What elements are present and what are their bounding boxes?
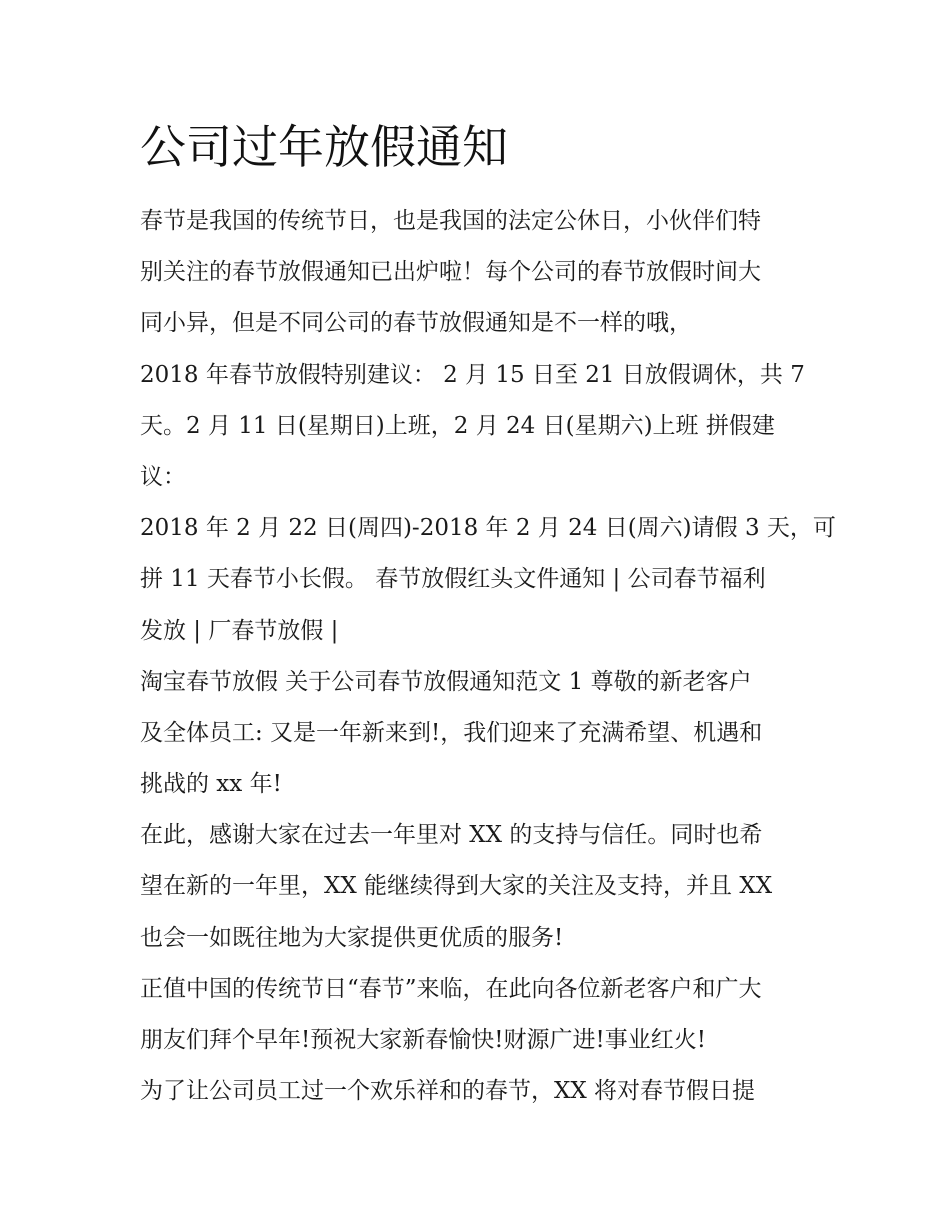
body-line: 发放 | 厂春节放假 | bbox=[140, 617, 339, 644]
body-line: 别关注的春节放假通知已出炉啦！每个公司的春节放假时间大 bbox=[140, 259, 761, 286]
document-title: 公司过年放假通知 bbox=[140, 120, 508, 174]
body-line: 在此，感谢大家在过去一年里对 XX 的支持与信任。同时也希 bbox=[140, 822, 763, 849]
body-line: 为了让公司员工过一个欢乐祥和的春节，XX 将对春节假日提 bbox=[140, 1078, 756, 1105]
body-line: 朋友们拜个早年!预祝大家新春愉快!财源广进!事业红火! bbox=[140, 1027, 706, 1053]
body-line: 议： bbox=[140, 463, 186, 490]
body-line: 正值中国的传统节日“春节”来临，在此向各位新老客户和广大 bbox=[140, 975, 762, 1002]
body-line: 2018 年春节放假特别建议： 2 月 15 日至 21 日放假调休，共 7 bbox=[140, 361, 805, 388]
body-line: 淘宝春节放假 关于公司春节放假通知范文 1 尊敬的新老客户 bbox=[140, 668, 752, 695]
body-line: 及全体员工: 又是一年新来到!，我们迎来了充满希望、机遇和 bbox=[140, 719, 763, 746]
body-line: 望在新的一年里，XX 能继续得到大家的关注及支持，并且 XX bbox=[140, 873, 773, 900]
body-line: 天。2 月 11 日(星期日)上班，2 月 24 日(星期六)上班 拼假建 bbox=[140, 412, 775, 439]
body-line: 挑战的 xx 年! bbox=[140, 771, 282, 798]
body-line: 也会一如既往地为大家提供更优质的服务! bbox=[140, 924, 564, 951]
body-line: 拼 11 天春节小长假。 春节放假红头文件通知 | 公司春节福利 bbox=[140, 566, 766, 593]
body-line: 春节是我国的传统节日，也是我国的法定公休日，小伙伴们特 bbox=[140, 208, 761, 234]
body-line: 2018 年 2 月 22 日(周四)-2018 年 2 月 24 日(周六)请假 3 天，可 bbox=[140, 515, 836, 542]
document-body bbox=[140, 196, 836, 1117]
body-line: 同小异，但是不同公司的春节放假通知是不一样的哦， bbox=[140, 310, 692, 337]
